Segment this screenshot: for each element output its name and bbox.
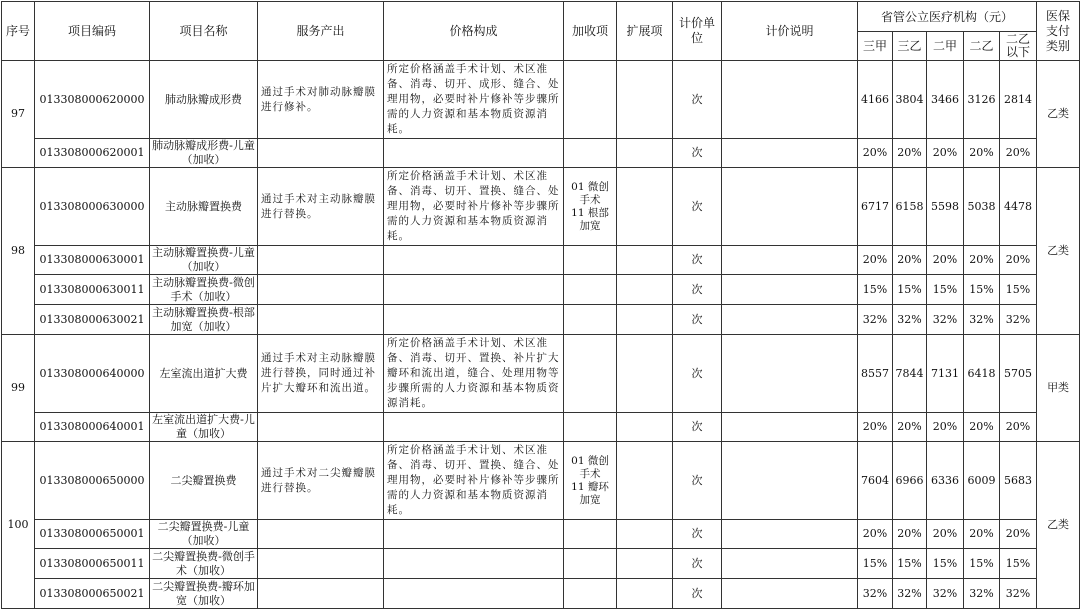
unit-cell: 次: [673, 275, 722, 305]
insure-cell: 乙类: [1037, 442, 1080, 609]
service-cell: [258, 549, 384, 579]
price-value-cell: 15%: [1000, 549, 1037, 579]
service-cell: 通过手术对肺动脉瓣膜进行修补。: [258, 61, 384, 139]
price-cell: [384, 413, 564, 442]
header-code: 项目编码: [35, 2, 150, 61]
ext-cell: [617, 168, 673, 246]
price-value-cell: 15%: [893, 549, 927, 579]
price-cell: [384, 549, 564, 579]
price-value-cell: 4478: [1000, 168, 1037, 246]
header-addon: 加收项: [564, 2, 617, 61]
addon-cell: 01 微创手术 11 根部加宽: [564, 168, 617, 246]
price-value-cell: 32%: [893, 305, 927, 335]
service-cell: [258, 246, 384, 275]
code-cell: 013308000650021: [35, 579, 150, 609]
price-cell: [384, 139, 564, 168]
price-value-cell: 3126: [964, 61, 1000, 139]
code-cell: 013308000630001: [35, 246, 150, 275]
unit-cell: 次: [673, 168, 722, 246]
pricing-table: [1, 1, 1080, 609]
price-value-cell: 20%: [964, 520, 1000, 549]
note-cell: [722, 579, 858, 609]
note-cell: [722, 335, 858, 413]
price-value-cell: 20%: [893, 520, 927, 549]
note-cell: [722, 520, 858, 549]
table-row: [2, 335, 1080, 413]
unit-cell: 次: [673, 305, 722, 335]
code-cell: 013308000640000: [35, 335, 150, 413]
price-value-cell: 15%: [927, 549, 964, 579]
header-level: 二甲: [927, 32, 964, 61]
table-row: [2, 139, 1080, 168]
price-cell: [384, 275, 564, 305]
price-value-cell: 7604: [858, 442, 893, 520]
name-cell: 主动脉瓣置换费: [150, 168, 258, 246]
header-level: 三甲: [858, 32, 893, 61]
ext-cell: [617, 275, 673, 305]
price-value-cell: 32%: [858, 579, 893, 609]
insure-cell: 乙类: [1037, 61, 1080, 168]
table-row: [2, 305, 1080, 335]
price-value-cell: 5598: [927, 168, 964, 246]
header-note: 计价说明: [722, 2, 858, 61]
ext-cell: [617, 61, 673, 139]
price-cell: [384, 246, 564, 275]
name-cell: 二尖瓣置换费: [150, 442, 258, 520]
price-value-cell: 5705: [1000, 335, 1037, 413]
code-cell: 013308000650011: [35, 549, 150, 579]
table-row: [2, 61, 1080, 139]
price-value-cell: 32%: [893, 579, 927, 609]
price-value-cell: 32%: [1000, 305, 1037, 335]
note-cell: [722, 549, 858, 579]
price-value-cell: 15%: [893, 275, 927, 305]
ext-cell: [617, 442, 673, 520]
note-cell: [722, 413, 858, 442]
price-value-cell: 6717: [858, 168, 893, 246]
price-value-cell: 6336: [927, 442, 964, 520]
service-cell: [258, 520, 384, 549]
price-cell: [384, 579, 564, 609]
name-cell: 二尖瓣置换费-瓣环加宽（加收）: [150, 579, 258, 609]
price-cell: 所定价格涵盖手术计划、术区准备、消毒、切开、置换、补片扩大瓣环和流出道，缝合、处理用物等步骤所需的人力资源和基本物质资源消耗。: [384, 335, 564, 413]
price-value-cell: 20%: [858, 139, 893, 168]
table-row: [2, 246, 1080, 275]
price-value-cell: 20%: [893, 413, 927, 442]
ext-cell: [617, 335, 673, 413]
price-value-cell: 6158: [893, 168, 927, 246]
code-cell: 013308000630011: [35, 275, 150, 305]
table-row: [2, 520, 1080, 549]
header-level: 二乙以下: [1000, 32, 1037, 61]
seq-cell: 99: [2, 335, 35, 442]
service-cell: 通过手术对二尖瓣瓣膜进行替换。: [258, 442, 384, 520]
price-value-cell: 15%: [1000, 275, 1037, 305]
code-cell: 013308000650001: [35, 520, 150, 549]
price-value-cell: 20%: [927, 139, 964, 168]
name-cell: 主动脉瓣置换费-根部加宽（加收）: [150, 305, 258, 335]
price-value-cell: 20%: [1000, 246, 1037, 275]
name-cell: 二尖瓣置换费-微创手术（加收）: [150, 549, 258, 579]
price-value-cell: 32%: [1000, 579, 1037, 609]
addon-cell: [564, 305, 617, 335]
note-cell: [722, 168, 858, 246]
unit-cell: 次: [673, 442, 722, 520]
table-row: [2, 413, 1080, 442]
unit-cell: 次: [673, 335, 722, 413]
price-value-cell: 20%: [893, 246, 927, 275]
price-value-cell: 7131: [927, 335, 964, 413]
addon-cell: 01 微创手术 11 瓣环加宽: [564, 442, 617, 520]
unit-cell: 次: [673, 413, 722, 442]
service-cell: [258, 305, 384, 335]
header-level: 二乙: [964, 32, 1000, 61]
table-row: [2, 168, 1080, 246]
note-cell: [722, 139, 858, 168]
price-value-cell: 20%: [927, 246, 964, 275]
addon-cell: [564, 579, 617, 609]
price-value-cell: 20%: [858, 413, 893, 442]
price-cell: [384, 520, 564, 549]
price-value-cell: 15%: [964, 275, 1000, 305]
service-cell: 通过手术对主动脉瓣膜进行替换。: [258, 168, 384, 246]
addon-cell: [564, 549, 617, 579]
addon-cell: [564, 61, 617, 139]
price-cell: [384, 305, 564, 335]
price-value-cell: 20%: [893, 139, 927, 168]
insure-cell: 甲类: [1037, 335, 1080, 442]
header-name: 项目名称: [150, 2, 258, 61]
price-value-cell: 20%: [1000, 139, 1037, 168]
price-value-cell: 20%: [1000, 520, 1037, 549]
name-cell: 主动脉瓣置换费-儿童（加收）: [150, 246, 258, 275]
price-value-cell: 4166: [858, 61, 893, 139]
ext-cell: [617, 413, 673, 442]
price-value-cell: 2814: [1000, 61, 1037, 139]
header-price: 价格构成: [384, 2, 564, 61]
code-cell: 013308000620000: [35, 61, 150, 139]
note-cell: [722, 246, 858, 275]
header-ext: 扩展项: [617, 2, 673, 61]
unit-cell: 次: [673, 549, 722, 579]
price-value-cell: 15%: [858, 549, 893, 579]
price-value-cell: 6966: [893, 442, 927, 520]
unit-cell: 次: [673, 520, 722, 549]
seq-cell: 97: [2, 61, 35, 168]
table-body: [2, 61, 1080, 609]
code-cell: 013308000630000: [35, 168, 150, 246]
price-value-cell: 5683: [1000, 442, 1037, 520]
price-value-cell: 20%: [927, 520, 964, 549]
ext-cell: [617, 139, 673, 168]
ext-cell: [617, 549, 673, 579]
ext-cell: [617, 246, 673, 275]
price-value-cell: 5038: [964, 168, 1000, 246]
name-cell: 主动脉瓣置换费-微创手术（加收）: [150, 275, 258, 305]
unit-cell: 次: [673, 139, 722, 168]
code-cell: 013308000650000: [35, 442, 150, 520]
seq-cell: 98: [2, 168, 35, 335]
note-cell: [722, 275, 858, 305]
header-service: 服务产出: [258, 2, 384, 61]
service-cell: [258, 139, 384, 168]
price-value-cell: 20%: [1000, 413, 1037, 442]
price-value-cell: 32%: [858, 305, 893, 335]
service-cell: [258, 275, 384, 305]
addon-cell: [564, 520, 617, 549]
header-insure: 医保支付类别: [1037, 2, 1080, 61]
service-cell: [258, 579, 384, 609]
table-row: [2, 579, 1080, 609]
addon-cell: [564, 335, 617, 413]
name-cell: 二尖瓣置换费-儿童（加收）: [150, 520, 258, 549]
service-cell: 通过手术对主动脉瓣膜进行替换，同时通过补片扩大瓣环和流出道。: [258, 335, 384, 413]
table-header: [2, 2, 1080, 61]
unit-cell: 次: [673, 246, 722, 275]
note-cell: [722, 61, 858, 139]
addon-cell: [564, 246, 617, 275]
name-cell: 左室流出道扩大费: [150, 335, 258, 413]
seq-cell: 100: [2, 442, 35, 609]
price-value-cell: 20%: [964, 246, 1000, 275]
price-value-cell: 3466: [927, 61, 964, 139]
price-value-cell: 20%: [927, 413, 964, 442]
price-value-cell: 15%: [858, 275, 893, 305]
price-value-cell: 32%: [927, 579, 964, 609]
addon-cell: [564, 139, 617, 168]
code-cell: 013308000640001: [35, 413, 150, 442]
note-cell: [722, 305, 858, 335]
price-value-cell: 7844: [893, 335, 927, 413]
ext-cell: [617, 579, 673, 609]
header-group: 省管公立医疗机构（元）: [858, 2, 1037, 32]
price-value-cell: 6418: [964, 335, 1000, 413]
price-value-cell: 3804: [893, 61, 927, 139]
unit-cell: 次: [673, 579, 722, 609]
price-value-cell: 32%: [927, 305, 964, 335]
code-cell: 013308000620001: [35, 139, 150, 168]
price-value-cell: 15%: [964, 549, 1000, 579]
note-cell: [722, 442, 858, 520]
addon-cell: [564, 413, 617, 442]
price-value-cell: 20%: [858, 520, 893, 549]
service-cell: [258, 413, 384, 442]
table-row: [2, 549, 1080, 579]
price-value-cell: 15%: [927, 275, 964, 305]
table-row: [2, 275, 1080, 305]
price-value-cell: 20%: [964, 139, 1000, 168]
price-cell: 所定价格涵盖手术计划、术区准备、消毒、切开、置换、缝合、处理用物，必要时补片修补等步骤所需的人力资源和基本物质资源消耗。: [384, 168, 564, 246]
header-level: 三乙: [893, 32, 927, 61]
price-value-cell: 6009: [964, 442, 1000, 520]
price-value-cell: 32%: [964, 305, 1000, 335]
price-value-cell: 20%: [858, 246, 893, 275]
name-cell: 肺动脉瓣成形费: [150, 61, 258, 139]
code-cell: 013308000630021: [35, 305, 150, 335]
name-cell: 左室流出道扩大费-儿童（加收）: [150, 413, 258, 442]
header-seq: 序号: [2, 2, 35, 61]
ext-cell: [617, 520, 673, 549]
header-unit: 计价单位: [673, 2, 722, 61]
table-row: [2, 442, 1080, 520]
insure-cell: 乙类: [1037, 168, 1080, 335]
price-cell: 所定价格涵盖手术计划、术区准备、消毒、切开、成形、缝合、处理用物，必要时补片修补等步骤所需的人力资源和基本物质资源消耗。: [384, 61, 564, 139]
price-value-cell: 8557: [858, 335, 893, 413]
price-cell: 所定价格涵盖手术计划、术区准备、消毒、切开、置换、缝合、处理用物，必要时补片修补等步骤所需的人力资源和基本物质资源消耗。: [384, 442, 564, 520]
ext-cell: [617, 305, 673, 335]
price-value-cell: 32%: [964, 579, 1000, 609]
price-value-cell: 20%: [964, 413, 1000, 442]
unit-cell: 次: [673, 61, 722, 139]
name-cell: 肺动脉瓣成形费-儿童（加收）: [150, 139, 258, 168]
addon-cell: [564, 275, 617, 305]
